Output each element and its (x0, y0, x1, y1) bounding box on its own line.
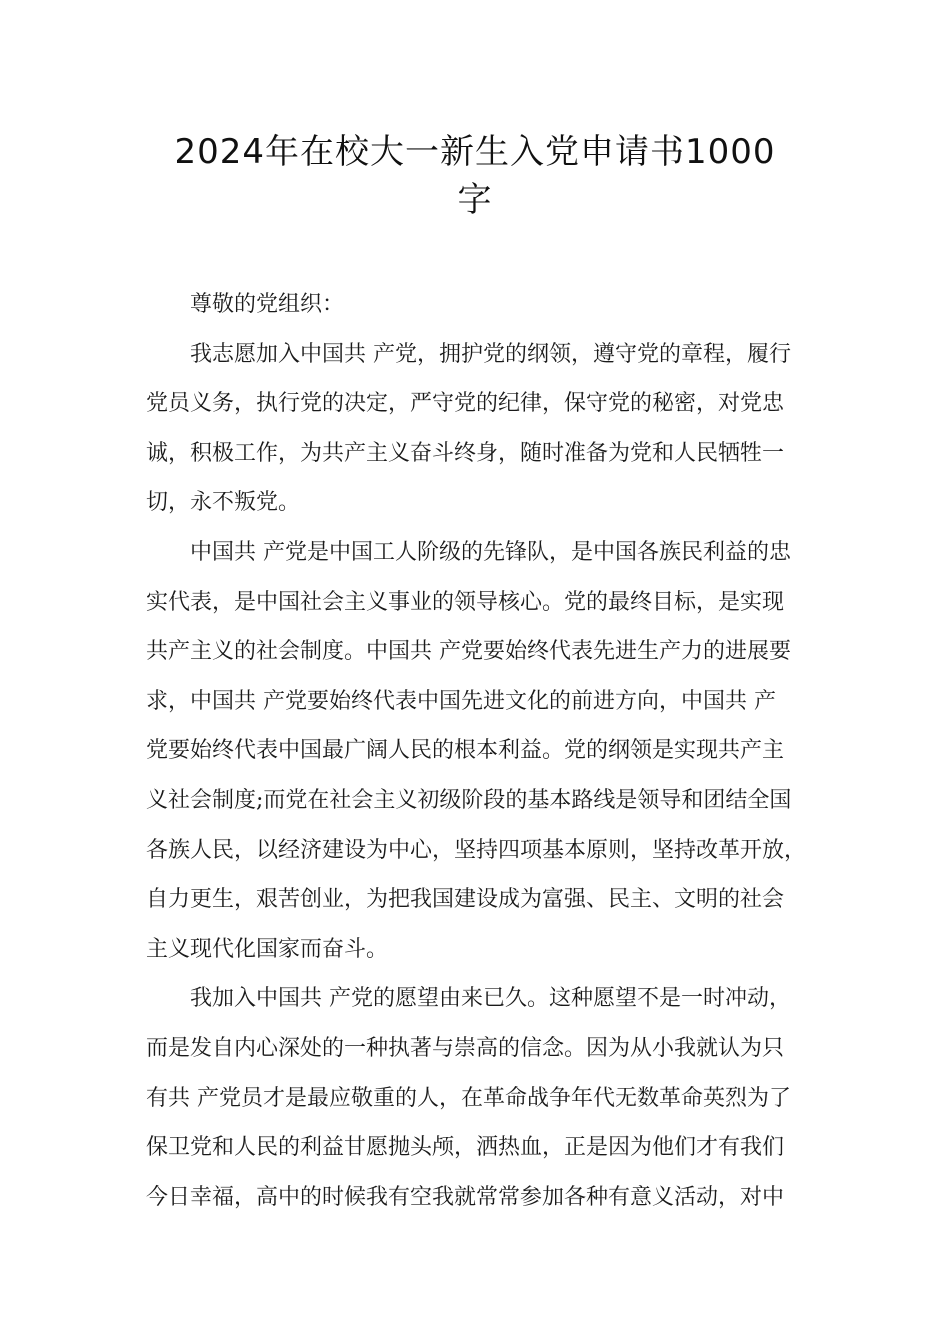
text-line: 党要始终代表中国最广阔人民的根本利益。党的纲领是实现共产主 (146, 738, 785, 764)
document-body (146, 280, 822, 1222)
text-line: 党员义务，执行党的决定，严守党的纪律，保守党的秘密，对党忠 (146, 391, 785, 417)
text-line: 有共 产党员才是最应敬重的人，在革命战争年代无数革命英烈为了 (146, 1085, 791, 1111)
text-line: 而是发自内心深处的一种执著与崇高的信念。因为从小我就认为只 (146, 1035, 785, 1061)
text-line: 中国共 产党是中国工人阶级的先锋队，是中国各族民利益的忠 (190, 539, 791, 565)
text-line: 求，中国共 产党要始终代表中国先进文化的前进方向，中国共 产 (146, 688, 776, 714)
text-line: 自力更生，艰苦创业，为把我国建设成为富强、民主、文明的社会 (146, 887, 785, 913)
title-line-1: 2024年在校大一新生入党申请书1000 (174, 132, 776, 172)
text-line: 实代表，是中国社会主义事业的领导核心。党的最终目标，是实现 (146, 589, 785, 615)
document-title (120, 128, 830, 224)
text-line: 我加入中国共 产党的愿望由来已久。这种愿望不是一时冲动， (190, 986, 791, 1012)
text-line: 义社会制度;而党在社会主义初级阶段的基本路线是领导和团结全国 (146, 787, 792, 813)
text-line: 各族人民，以经济建设为中心，坚持四项基本原则，坚持改革开放， (146, 837, 807, 863)
text-line: 主义现代化国家而奋斗。 (146, 936, 389, 962)
text-line: 今日幸福，高中的时候我有空我就常常参加各种有意义活动，对中 (146, 1184, 785, 1210)
text-line: 切，永不叛党。 (146, 490, 301, 516)
title-line-2: 字 (457, 180, 493, 220)
text-line: 我志愿加入中国共 产党，拥护党的纲领，遵守党的章程，履行 (190, 341, 791, 367)
text-line: 尊敬的党组织： (190, 292, 345, 317)
text-line: 保卫党和人民的利益甘愿抛头颅，洒热血，正是因为他们才有我们 (146, 1135, 785, 1161)
text-line: 诚，积极工作，为共产主义奋斗终身，随时准备为党和人民牺牲一 (146, 440, 785, 466)
text-line: 共产主义的社会制度。中国共 产党要始终代表先进生产力的进展要 (146, 639, 791, 665)
